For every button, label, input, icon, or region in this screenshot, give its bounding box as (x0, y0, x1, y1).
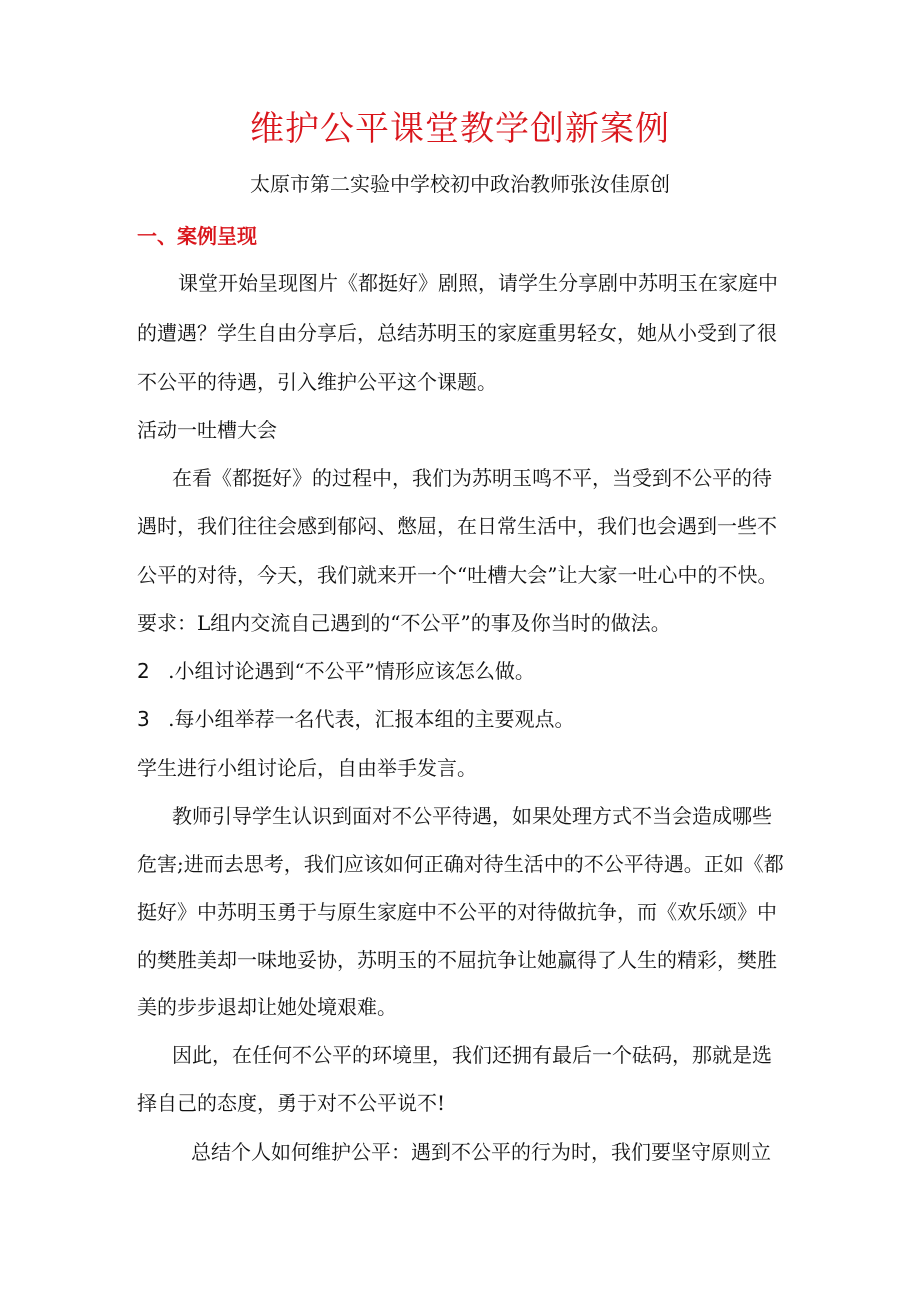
paragraph-line: 美的步步退却让她处境艰难。 (137, 995, 397, 1019)
paragraph-line: 的遭遇？学生自由分享后，总结苏明玉的家庭重男轻女，她从小受到了很 (137, 321, 777, 345)
list-text: .每小组举荐一名代表，汇报本组的主要观点。 (168, 707, 575, 731)
paragraph-line: 学生进行小组讨论后，自由举手发言。 (137, 756, 477, 780)
paragraph-line: 危害;进而去思考，我们应该如何正确对待生活中的不公平待遇。正如《都 (137, 852, 784, 876)
document-title: 维护公平课堂教学创新案例 (250, 109, 670, 149)
list-item (137, 656, 535, 686)
paragraph-line: 公平的对待，今天，我们就来开一个“吐槽大会”让大家一吐心中的不快。 (137, 563, 778, 587)
list-item (137, 704, 574, 734)
list-number: 3 (137, 707, 150, 731)
list-text: .小组讨论遇到“不公平”情形应该怎么做。 (168, 659, 535, 683)
paragraph-line: 挺好》中苏明玉勇于与原生家庭中不公平的对待做抗争，而《欢乐颂》中 (137, 900, 777, 924)
paragraph-line: 不公平的待遇，引入维护公平这个课题。 (137, 370, 497, 394)
section-heading: 一、案例呈现 (137, 224, 257, 248)
paragraph-line: 择自己的态度，勇于对不公平说不! (137, 1091, 446, 1115)
paragraph-line: 教师引导学生认识到面对不公平待遇，如果处理方式不当会造成哪些 (172, 804, 772, 828)
paragraph-line: 课堂开始呈现图片《都挺好》剧照，请学生分享剧中苏明玉在家庭中 (178, 271, 778, 295)
paragraph-line: 遇时，我们往往会感到郁闷、憋屈，在日常生活中，我们也会遇到一些不 (137, 514, 777, 538)
activity-heading: 活动一吐槽大会 (137, 418, 277, 442)
requirement-line: 要求：L组内交流自己遇到的“不公平”的事及你当时的做法。 (137, 611, 671, 635)
list-number: 2 (137, 659, 150, 683)
paragraph-line: 的樊胜美却一味地妥协，苏明玉的不屈抗争让她赢得了人生的精彩，樊胜 (137, 948, 777, 972)
document-subtitle: 太原市第二实验中学校初中政治教师张汝佳原创 (250, 172, 670, 196)
paragraph-line: 因此，在任何不公平的环境里，我们还拥有最后一个砝码，那就是选 (172, 1043, 772, 1067)
paragraph-line: 总结个人如何维护公平：遇到不公平的行为时，我们要坚守原则立 (191, 1140, 771, 1164)
paragraph-line: 在看《都挺好》的过程中，我们为苏明玉鸣不平，当受到不公平的待 (172, 466, 772, 490)
